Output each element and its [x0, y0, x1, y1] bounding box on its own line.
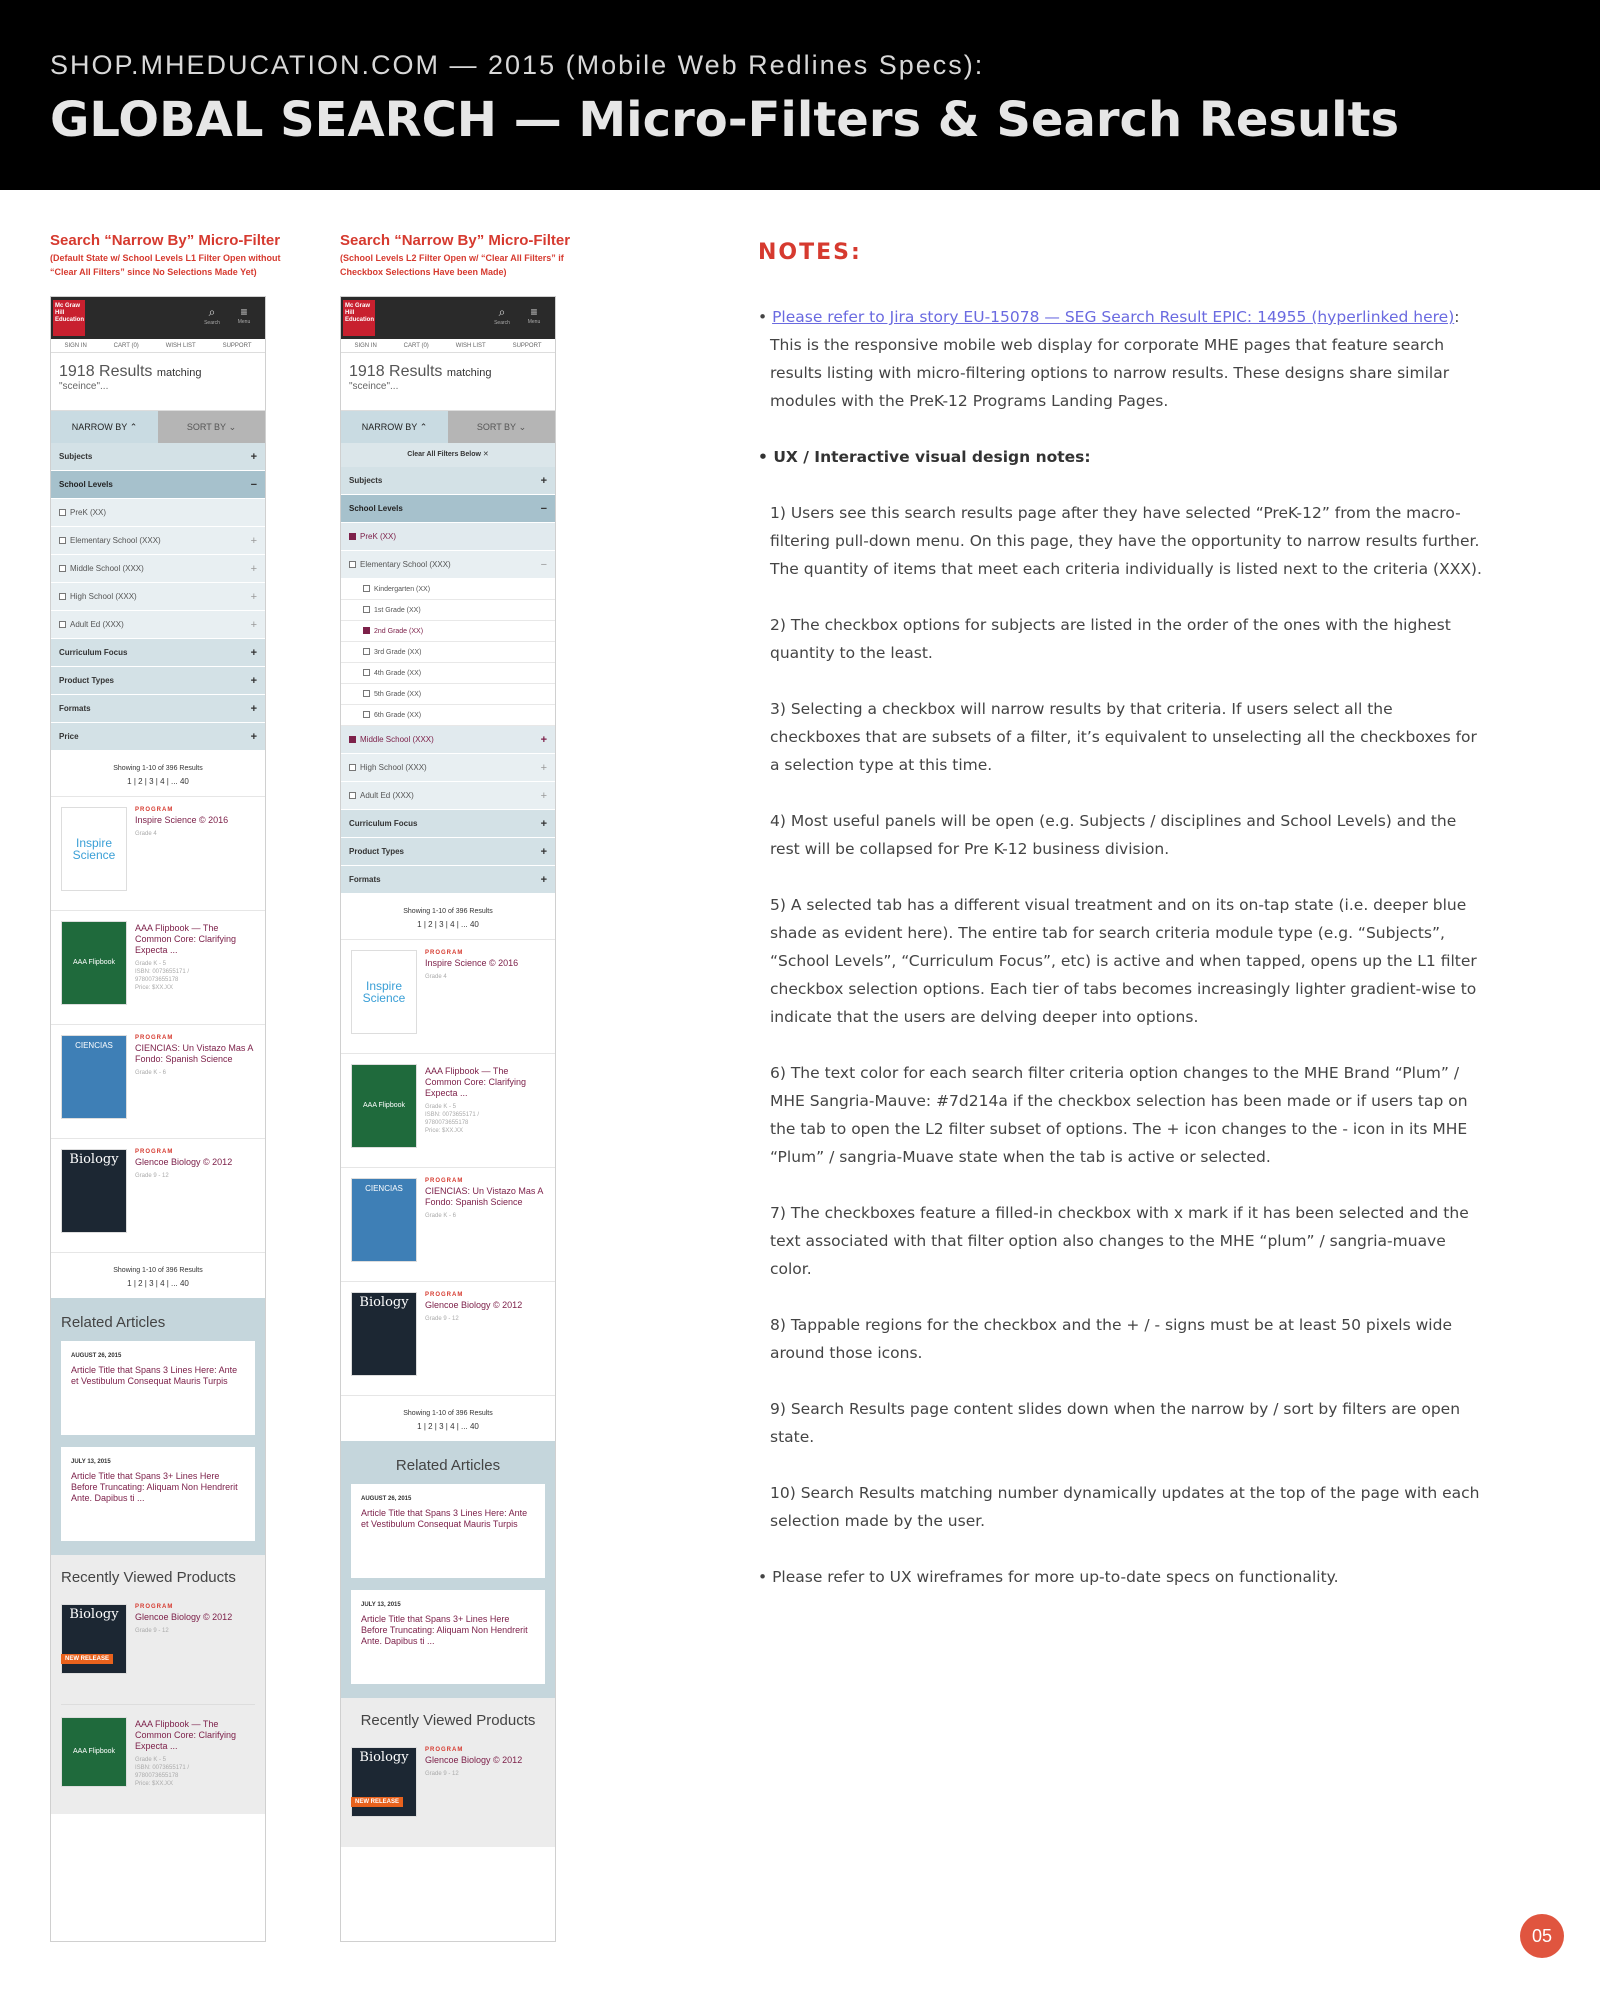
product-card[interactable]: Inspire Science PROGRAM Inspire Science © 2016 Grade 4: [51, 796, 265, 910]
product-card[interactable]: Biology PROGRAM Glencoe Biology © 2012 Grade 9 - 12: [51, 1138, 265, 1252]
filter-prek[interactable]: PreK (XX): [341, 523, 555, 551]
checkbox-icon: [59, 565, 66, 572]
signin-link[interactable]: SIGN IN: [64, 342, 87, 349]
product-thumbnail: Biology: [351, 1747, 417, 1817]
checkbox-icon: [349, 764, 356, 771]
filter-product-types[interactable]: Product Types +: [341, 838, 555, 866]
filter-grade[interactable]: 1st Grade (XX): [341, 600, 555, 621]
page-links[interactable]: 1 | 2 | 3 | 4 | ... 40: [127, 1279, 189, 1288]
note-item: 7) The checkboxes feature a filled-in checkbox with x mark if it has been selected and the text associated with that filter option also changes to the MHE “plum” / sangria-muave color.: [770, 1204, 1469, 1278]
product-thumbnail: CIENCIAS: [351, 1178, 417, 1262]
product-card[interactable]: AAA Flipbook AAA Flipbook — The Common Core: Clarifying Expecta ... Grade K - 5 ISBN: 0073655171 / 9780073655178 Price: $XX.XX: [51, 910, 265, 1024]
ux-notes-heading: • UX / Interactive visual design notes:: [758, 448, 1091, 466]
new-release-badge: NEW RELEASE: [61, 1654, 113, 1664]
search-icon[interactable]: ⌕ Search: [204, 305, 220, 326]
mhe-logo[interactable]: Mc Graw Hill Education: [343, 300, 375, 336]
product-card[interactable]: Biology NEW RELEASE PROGRAM Glencoe Biology © 2012 Grade 9 - 12: [61, 1594, 255, 1704]
checkbox-icon: [59, 621, 66, 628]
pagination: Showing 1-10 of 396 Results 1 | 2 | 3 | 4 | ... 40: [51, 751, 265, 796]
mhe-logo[interactable]: Mc Graw Hill Education: [53, 300, 85, 336]
note-item: 2) The checkbox options for subjects are listed in the order of the ones with the highest quantity to the least.: [770, 616, 1451, 662]
checkbox-icon: [363, 690, 370, 697]
notes-title: NOTES:: [758, 240, 862, 265]
filter-curriculum[interactable]: Curriculum Focus +: [341, 810, 555, 838]
checkbox-icon: [59, 537, 66, 544]
caption-sub: Checkbox Selections Have been Made): [340, 267, 507, 277]
caption-left: [50, 232, 281, 279]
filter-school-levels[interactable]: School Levels −: [341, 495, 555, 523]
minus-icon: −: [540, 558, 547, 571]
note-item: 6) The text color for each search filter criteria option changes to the MHE Brand “Plum” / MHE Sangria-Mauve: #7d214a if the checkbox selection has been made or if users tap on the tab to open the L2 filter subset of options. The + icon changes to the - icon in its MHE “Plum” / sangria-Muave state when the tab is active or selected.: [770, 1064, 1468, 1166]
minus-icon: −: [540, 502, 547, 515]
product-thumbnail: Inspire Science: [351, 950, 417, 1034]
product-thumbnail: AAA Flipbook: [351, 1064, 417, 1148]
note-item: 4) Most useful panels will be open (e.g. Subjects / disciplines and School Levels) and the rest will be collapsed for Pre K-12 business division.: [770, 812, 1457, 858]
filter-grade[interactable]: 2nd Grade (XX): [341, 621, 555, 642]
filter-subjects[interactable]: Subjects +: [51, 443, 265, 471]
checkbox-icon: [363, 585, 370, 592]
caption-title: Search “Narrow By” Micro-Filter: [340, 232, 571, 249]
product-thumbnail: AAA Flipbook: [61, 1717, 127, 1787]
filter-school-levels[interactable]: School Levels −: [51, 471, 265, 499]
narrow-by-tab[interactable]: NARROW BY ⌃: [341, 411, 448, 443]
narrow-by-tab[interactable]: NARROW BY ⌃: [51, 411, 158, 443]
phone-header: [341, 297, 555, 339]
checkbox-icon: [349, 792, 356, 799]
support-link[interactable]: SUPPORT: [222, 342, 252, 349]
checkbox-icon: [363, 606, 370, 613]
filter-grade[interactable]: 5th Grade (XX): [341, 684, 555, 705]
related-articles: Related Articles AUGUST 26, 2015 Article Title that Spans 3 Lines Here: Ante et Vestibulum Consequat Mauris Turpis JULY 13, 2015 Article Title that Spans 3+ Lines Here Before Truncating: Aliquam Non Hendrerit Ante. Dapibus ti ...: [51, 1298, 265, 1555]
search-icon[interactable]: ⌕ Search: [494, 305, 510, 326]
filter-subjects[interactable]: Subjects +: [341, 467, 555, 495]
product-thumbnail: CIENCIAS: [61, 1035, 127, 1119]
note-item: 3) Selecting a checkbox will narrow results by that criteria. If users select all the checkboxes that are subsets of a filter, it’s equivalent to unselecting all the checkboxes for a selection type at this time.: [770, 700, 1477, 774]
product-thumbnail: Biology: [61, 1149, 127, 1233]
product-thumbnail: Biology: [61, 1604, 127, 1674]
cart-link[interactable]: CART (0): [113, 342, 139, 349]
note-item: 1) Users see this search results page after they have selected “PreK-12” from the macro-filtering pull-down menu. On this page, they have the opportunity to narrow results further. The quantity of items that meet each criteria individually is listed next to the criteria (XXX).: [770, 504, 1482, 578]
plus-icon: +: [250, 450, 257, 463]
plus-icon: +: [540, 817, 547, 830]
caption-sub: (School Levels L2 Filter Open w/ “Clear All Filters” if: [340, 253, 564, 263]
filter-formats[interactable]: Formats +: [51, 695, 265, 723]
utility-nav: [341, 339, 555, 353]
plus-icon: +: [250, 590, 257, 603]
filter-adult[interactable]: Adult Ed (XXX) +: [341, 782, 555, 810]
page-subtitle: SHOP.MHEDUCATION.COM — 2015 (Mobile Web Redlines Specs):: [50, 50, 985, 80]
notes-footer: • Please refer to UX wireframes for more up-to-date specs on functionality.: [758, 1568, 1339, 1586]
filter-prek[interactable]: PreK (XX): [51, 499, 265, 527]
article-card[interactable]: JULY 13, 2015 Article Title that Spans 3+ Lines Here Before Truncating: Aliquam Non Hendrerit Ante. Dapibus ti ...: [61, 1447, 255, 1541]
plus-icon: +: [250, 702, 257, 715]
filter-elementary[interactable]: Elementary School (XXX) +: [51, 527, 265, 555]
cart-link[interactable]: CART (0): [403, 342, 429, 349]
filter-curriculum[interactable]: Curriculum Focus +: [51, 639, 265, 667]
checkbox-checked-icon: [363, 627, 370, 634]
filter-product-types[interactable]: Product Types +: [51, 667, 265, 695]
plus-icon: +: [250, 534, 257, 547]
plus-icon: +: [250, 618, 257, 631]
filter-high[interactable]: High School (XXX) +: [51, 583, 265, 611]
plus-icon: +: [540, 474, 547, 487]
caption-sub: (Default State w/ School Levels L1 Filter Open without: [50, 253, 281, 263]
product-card[interactable]: AAA Flipbook AAA Flipbook — The Common Core: Clarifying Expecta ... Grade K - 5 ISBN: 0073655171 / 9780073655178 Price: $XX.XX: [341, 1053, 555, 1167]
phone-mockup-l2: [340, 296, 556, 1942]
plus-icon: +: [250, 730, 257, 743]
filter-grade[interactable]: 4th Grade (XX): [341, 663, 555, 684]
filter-grade[interactable]: Kindergarten (XX): [341, 579, 555, 600]
product-thumbnail: Inspire Science: [61, 807, 127, 891]
plus-icon: +: [540, 761, 547, 774]
recently-viewed: Recently Viewed Products Biology NEW RELEASE PROGRAM Glencoe Biology © 2012 Grade 9 - 12: [341, 1698, 555, 1847]
filter-tabs: [341, 411, 555, 443]
new-release-badge: NEW RELEASE: [351, 1797, 403, 1807]
filter-grade[interactable]: 6th Grade (XX): [341, 705, 555, 726]
signin-link[interactable]: SIGN IN: [354, 342, 377, 349]
caption-sub: “Clear All Filters” since No Selections Made Yet): [50, 267, 257, 277]
pagination: Showing 1-10 of 396 Results 1 | 2 | 3 | 4 | ... 40: [51, 1252, 265, 1298]
phone-mockup-default: [50, 296, 266, 1942]
note-item: 10) Search Results matching number dynamically updates at the top of the page with each selection made by the user.: [770, 1484, 1480, 1530]
plus-icon: +: [540, 789, 547, 802]
results-count: 1918 Results matching "sceince"...: [341, 353, 555, 411]
caption-title: Search “Narrow By” Micro-Filter: [50, 232, 281, 249]
plus-icon: +: [540, 733, 547, 746]
checkbox-icon: [59, 509, 66, 516]
menu-icon[interactable]: ≡ Menu: [527, 305, 541, 325]
plus-icon: +: [250, 562, 257, 575]
related-articles: Related Articles AUGUST 26, 2015 Article Title that Spans 3 Lines Here: Ante et Vestibulum Consequat Mauris Turpis JULY 13, 2015 Article Title that Spans 3+ Lines Here Before Truncating: Aliquam Non Hendrerit Ante. Dapibus ti ...: [341, 1441, 555, 1698]
plus-icon: +: [540, 873, 547, 886]
caption-right: [340, 232, 570, 279]
page-links[interactable]: 1 | 2 | 3 | 4 | ... 40: [417, 920, 479, 929]
page-links[interactable]: 1 | 2 | 3 | 4 | ... 40: [127, 777, 189, 786]
pagination: Showing 1-10 of 396 Results 1 | 2 | 3 | 4 | ... 40: [341, 1395, 555, 1441]
filter-adult[interactable]: Adult Ed (XXX) +: [51, 611, 265, 639]
utility-nav: [51, 339, 265, 353]
checkbox-icon: [363, 648, 370, 655]
article-card[interactable]: AUGUST 26, 2015 Article Title that Spans 3 Lines Here: Ante et Vestibulum Consequat Mauris Turpis: [351, 1484, 545, 1578]
notes-reference: • Please refer to Jira story EU-15078 — SEG Search Result EPIC: 14955 (hyperlinked here): This is the responsive mobile web display for corporate MHE pages that feature search results listing with micro-filtering options to narrow results. These designs share similar modules with the PreK-12 Programs Landing Pages.: [758, 308, 1460, 410]
page-header: [0, 0, 1600, 190]
product-card[interactable]: Biology NEW RELEASE PROGRAM Glencoe Biology © 2012 Grade 9 - 12: [351, 1737, 545, 1847]
sort-by-tab[interactable]: SORT BY ⌄: [158, 411, 265, 443]
wishlist-link[interactable]: WISH LIST: [165, 342, 196, 349]
pagination: Showing 1-10 of 396 Results 1 | 2 | 3 | 4 | ... 40: [341, 894, 555, 939]
product-card[interactable]: Biology PROGRAM Glencoe Biology © 2012 Grade 9 - 12: [341, 1281, 555, 1395]
filter-middle[interactable]: Middle School (XXX) +: [51, 555, 265, 583]
notes-panel: [758, 240, 1488, 1591]
product-thumbnail: AAA Flipbook: [61, 921, 127, 1005]
product-card[interactable]: CIENCIAS PROGRAM CIENCIAS: Un Vistazo Mas A Fondo: Spanish Science Grade K - 6: [341, 1167, 555, 1281]
article-card[interactable]: AUGUST 26, 2015 Article Title that Spans 3 Lines Here: Ante et Vestibulum Consequat Mauris Turpis: [61, 1341, 255, 1435]
page-links[interactable]: 1 | 2 | 3 | 4 | ... 40: [417, 1422, 479, 1431]
wishlist-link[interactable]: WISH LIST: [455, 342, 486, 349]
checkbox-icon: [59, 593, 66, 600]
product-card[interactable]: CIENCIAS PROGRAM CIENCIAS: Un Vistazo Mas A Fondo: Spanish Science Grade K - 6: [51, 1024, 265, 1138]
filter-grade[interactable]: 3rd Grade (XX): [341, 642, 555, 663]
phone-header: [51, 297, 265, 339]
page-title: GLOBAL SEARCH — Micro-Filters & Search Results: [50, 92, 1400, 148]
filter-formats[interactable]: Formats +: [341, 866, 555, 894]
note-item: 8) Tappable regions for the checkbox and the + / - signs must be at least 50 pixels wide around those icons.: [770, 1316, 1452, 1362]
filter-high[interactable]: High School (XXX) +: [341, 754, 555, 782]
checkbox-checked-icon: [349, 533, 356, 540]
filter-tabs: [51, 411, 265, 443]
menu-icon[interactable]: ≡ Menu: [237, 305, 251, 325]
filter-middle[interactable]: Middle School (XXX) +: [341, 726, 555, 754]
plus-icon: +: [250, 674, 257, 687]
minus-icon: −: [250, 478, 257, 491]
recently-viewed: Recently Viewed Products Biology NEW RELEASE PROGRAM Glencoe Biology © 2012 Grade 9 - 12 AAA Flipbook AAA Flipbook — The Common Core: Clarifying Expecta ... Grade K - 5 ISBN: 0073655171 / 9780073655178 Price: $XX.XX: [51, 1555, 265, 1814]
filter-price[interactable]: Price +: [51, 723, 265, 751]
article-card[interactable]: JULY 13, 2015 Article Title that Spans 3+ Lines Here Before Truncating: Aliquam Non Hendrerit Ante. Dapibus ti ...: [351, 1590, 545, 1684]
plus-icon: +: [250, 646, 257, 659]
product-card[interactable]: Inspire Science PROGRAM Inspire Science © 2016 Grade 4: [341, 939, 555, 1053]
product-thumbnail: Biology: [351, 1292, 417, 1376]
sort-by-tab[interactable]: SORT BY ⌄: [448, 411, 555, 443]
checkbox-icon: [363, 711, 370, 718]
results-count: 1918 Results matching "sceince"...: [51, 353, 265, 411]
plus-icon: +: [540, 845, 547, 858]
product-card[interactable]: AAA Flipbook AAA Flipbook — The Common Core: Clarifying Expecta ... Grade K - 5 ISBN: 0073655171 / 9780073655178 Price: $XX.XX: [61, 1704, 255, 1814]
note-item: 9) Search Results page content slides down when the narrow by / sort by filters are open state.: [770, 1400, 1461, 1446]
filter-elementary[interactable]: Elementary School (XXX) −: [341, 551, 555, 579]
checkbox-icon: [363, 669, 370, 676]
page-number-badge: 05: [1520, 1914, 1564, 1958]
checkbox-checked-icon: [349, 736, 356, 743]
clear-all-filters-button[interactable]: Clear All Filters Below ✕: [341, 443, 555, 467]
checkbox-icon: [349, 561, 356, 568]
support-link[interactable]: SUPPORT: [512, 342, 542, 349]
note-item: 5) A selected tab has a different visual treatment and on its on-tap state (i.e. deeper blue shade as evident here). The entire tab for search criteria module type (e.g. “Subjects”, “School Levels”, “Curriculum Focus”, etc) is active and when tapped, opens up the L1 filter checkbox selection options. Each tier of tabs becomes increasingly lighter gradient-wise to indicate that the users are delving deeper into options.: [770, 896, 1477, 1026]
jira-link[interactable]: Please refer to Jira story EU-15078 — SEG Search Result EPIC: 14955 (hyperlinked here): [772, 308, 1455, 326]
